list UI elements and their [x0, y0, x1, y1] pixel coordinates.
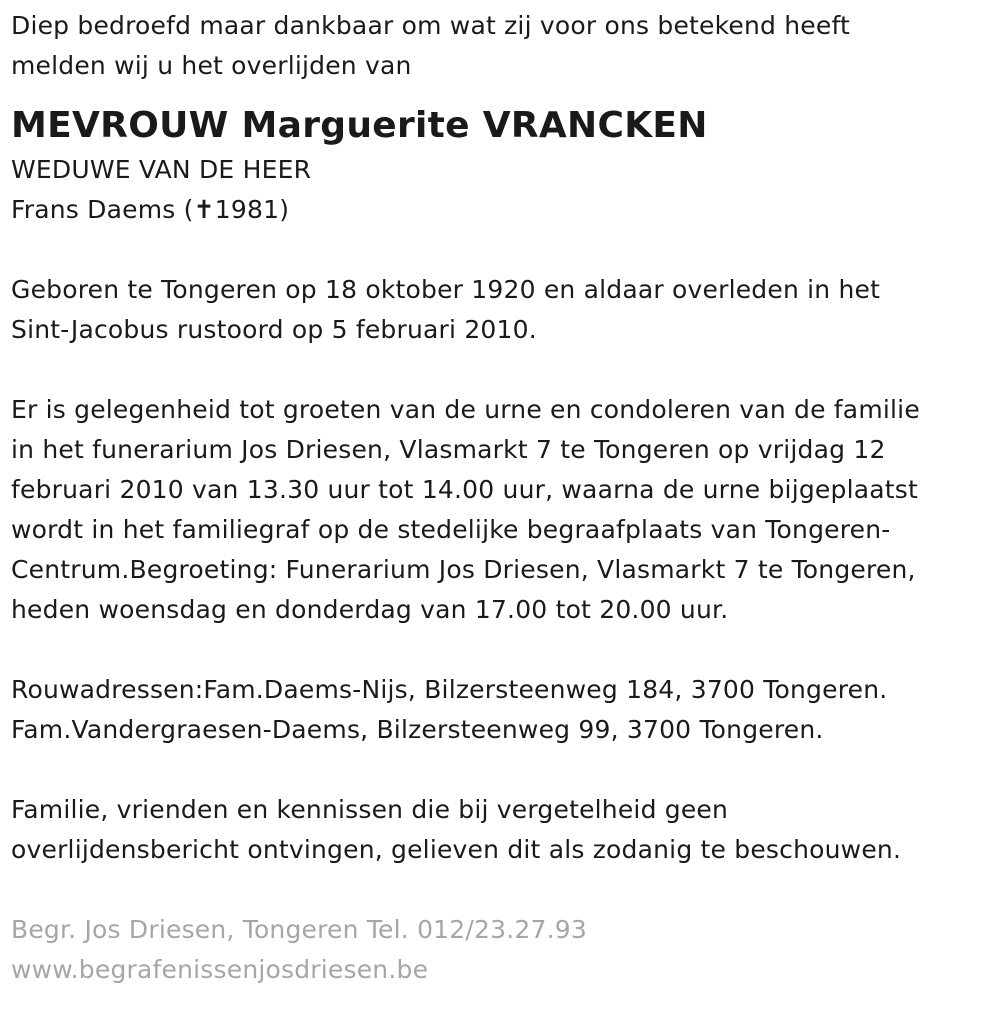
intro-line: Diep bedroefd maar dankbaar om wat zij voor ons betekend heeft — [11, 11, 851, 40]
ceremony-line: februari 2010 van 13.30 uur tot 14.00 uur, waarna de urne bijgeplaatst — [11, 475, 918, 504]
spouse-name: Frans Daems ( — [11, 195, 194, 224]
ceremony-line: Er is gelegenheid tot groeten van de urne en condoleren van de familie — [11, 395, 920, 424]
intro-line: melden wij u het overlijden van — [11, 51, 412, 80]
notice-line: Familie, vrienden en kennissen die bij vergetelheid geen — [11, 795, 729, 824]
obituary-notice — [11, 6, 991, 990]
birth-death-line: Sint-Jacobus rustoord op 5 februari 2010. — [11, 315, 537, 344]
spouse-block — [11, 150, 991, 230]
addresses-paragraph — [11, 670, 991, 750]
funeral-home-website: www.begrafenissenjosdriesen.be — [11, 955, 429, 984]
funeral-home-footer — [11, 910, 991, 990]
ceremony-line: in het funerarium Jos Driesen, Vlasmarkt 7 te Tongeren op vrijdag 12 — [11, 435, 886, 464]
relation-text: WEDUWE VAN DE HEER — [11, 155, 312, 184]
spouse-line — [11, 190, 991, 230]
ceremony-line: heden woensdag en donderdag van 17.00 tot 20.00 uur. — [11, 595, 729, 624]
funeral-home-contact: Begr. Jos Driesen, Tongeren Tel. 012/23.27.93 — [11, 915, 587, 944]
ceremony-line: wordt in het familiegraf op de stedelijke begraafplaats van Tongeren- — [11, 515, 891, 544]
intro-paragraph — [11, 6, 991, 86]
address-line: Rouwadressen:Fam.Daems-Nijs, Bilzersteenweg 184, 3700 Tongeren. — [11, 675, 888, 704]
notice-paragraph — [11, 790, 991, 870]
ceremony-line: Centrum.Begroeting: Funerarium Jos Driesen, Vlasmarkt 7 te Tongeren, — [11, 555, 916, 584]
address-line: Fam.Vandergraesen-Daems, Bilzersteenweg 99, 3700 Tongeren. — [11, 715, 824, 744]
ceremony-paragraph — [11, 390, 991, 630]
cross-icon: ✝ — [193, 195, 215, 224]
birth-death-paragraph — [11, 270, 991, 350]
notice-line: overlijdensbericht ontvingen, gelieven dit als zodanig te beschouwen. — [11, 835, 902, 864]
birth-death-line: Geboren te Tongeren op 18 oktober 1920 en aldaar overleden in het — [11, 275, 881, 304]
deceased-name: MEVROUW Marguerite VRANCKEN — [11, 105, 708, 146]
spouse-death-year: 1981) — [214, 195, 290, 224]
